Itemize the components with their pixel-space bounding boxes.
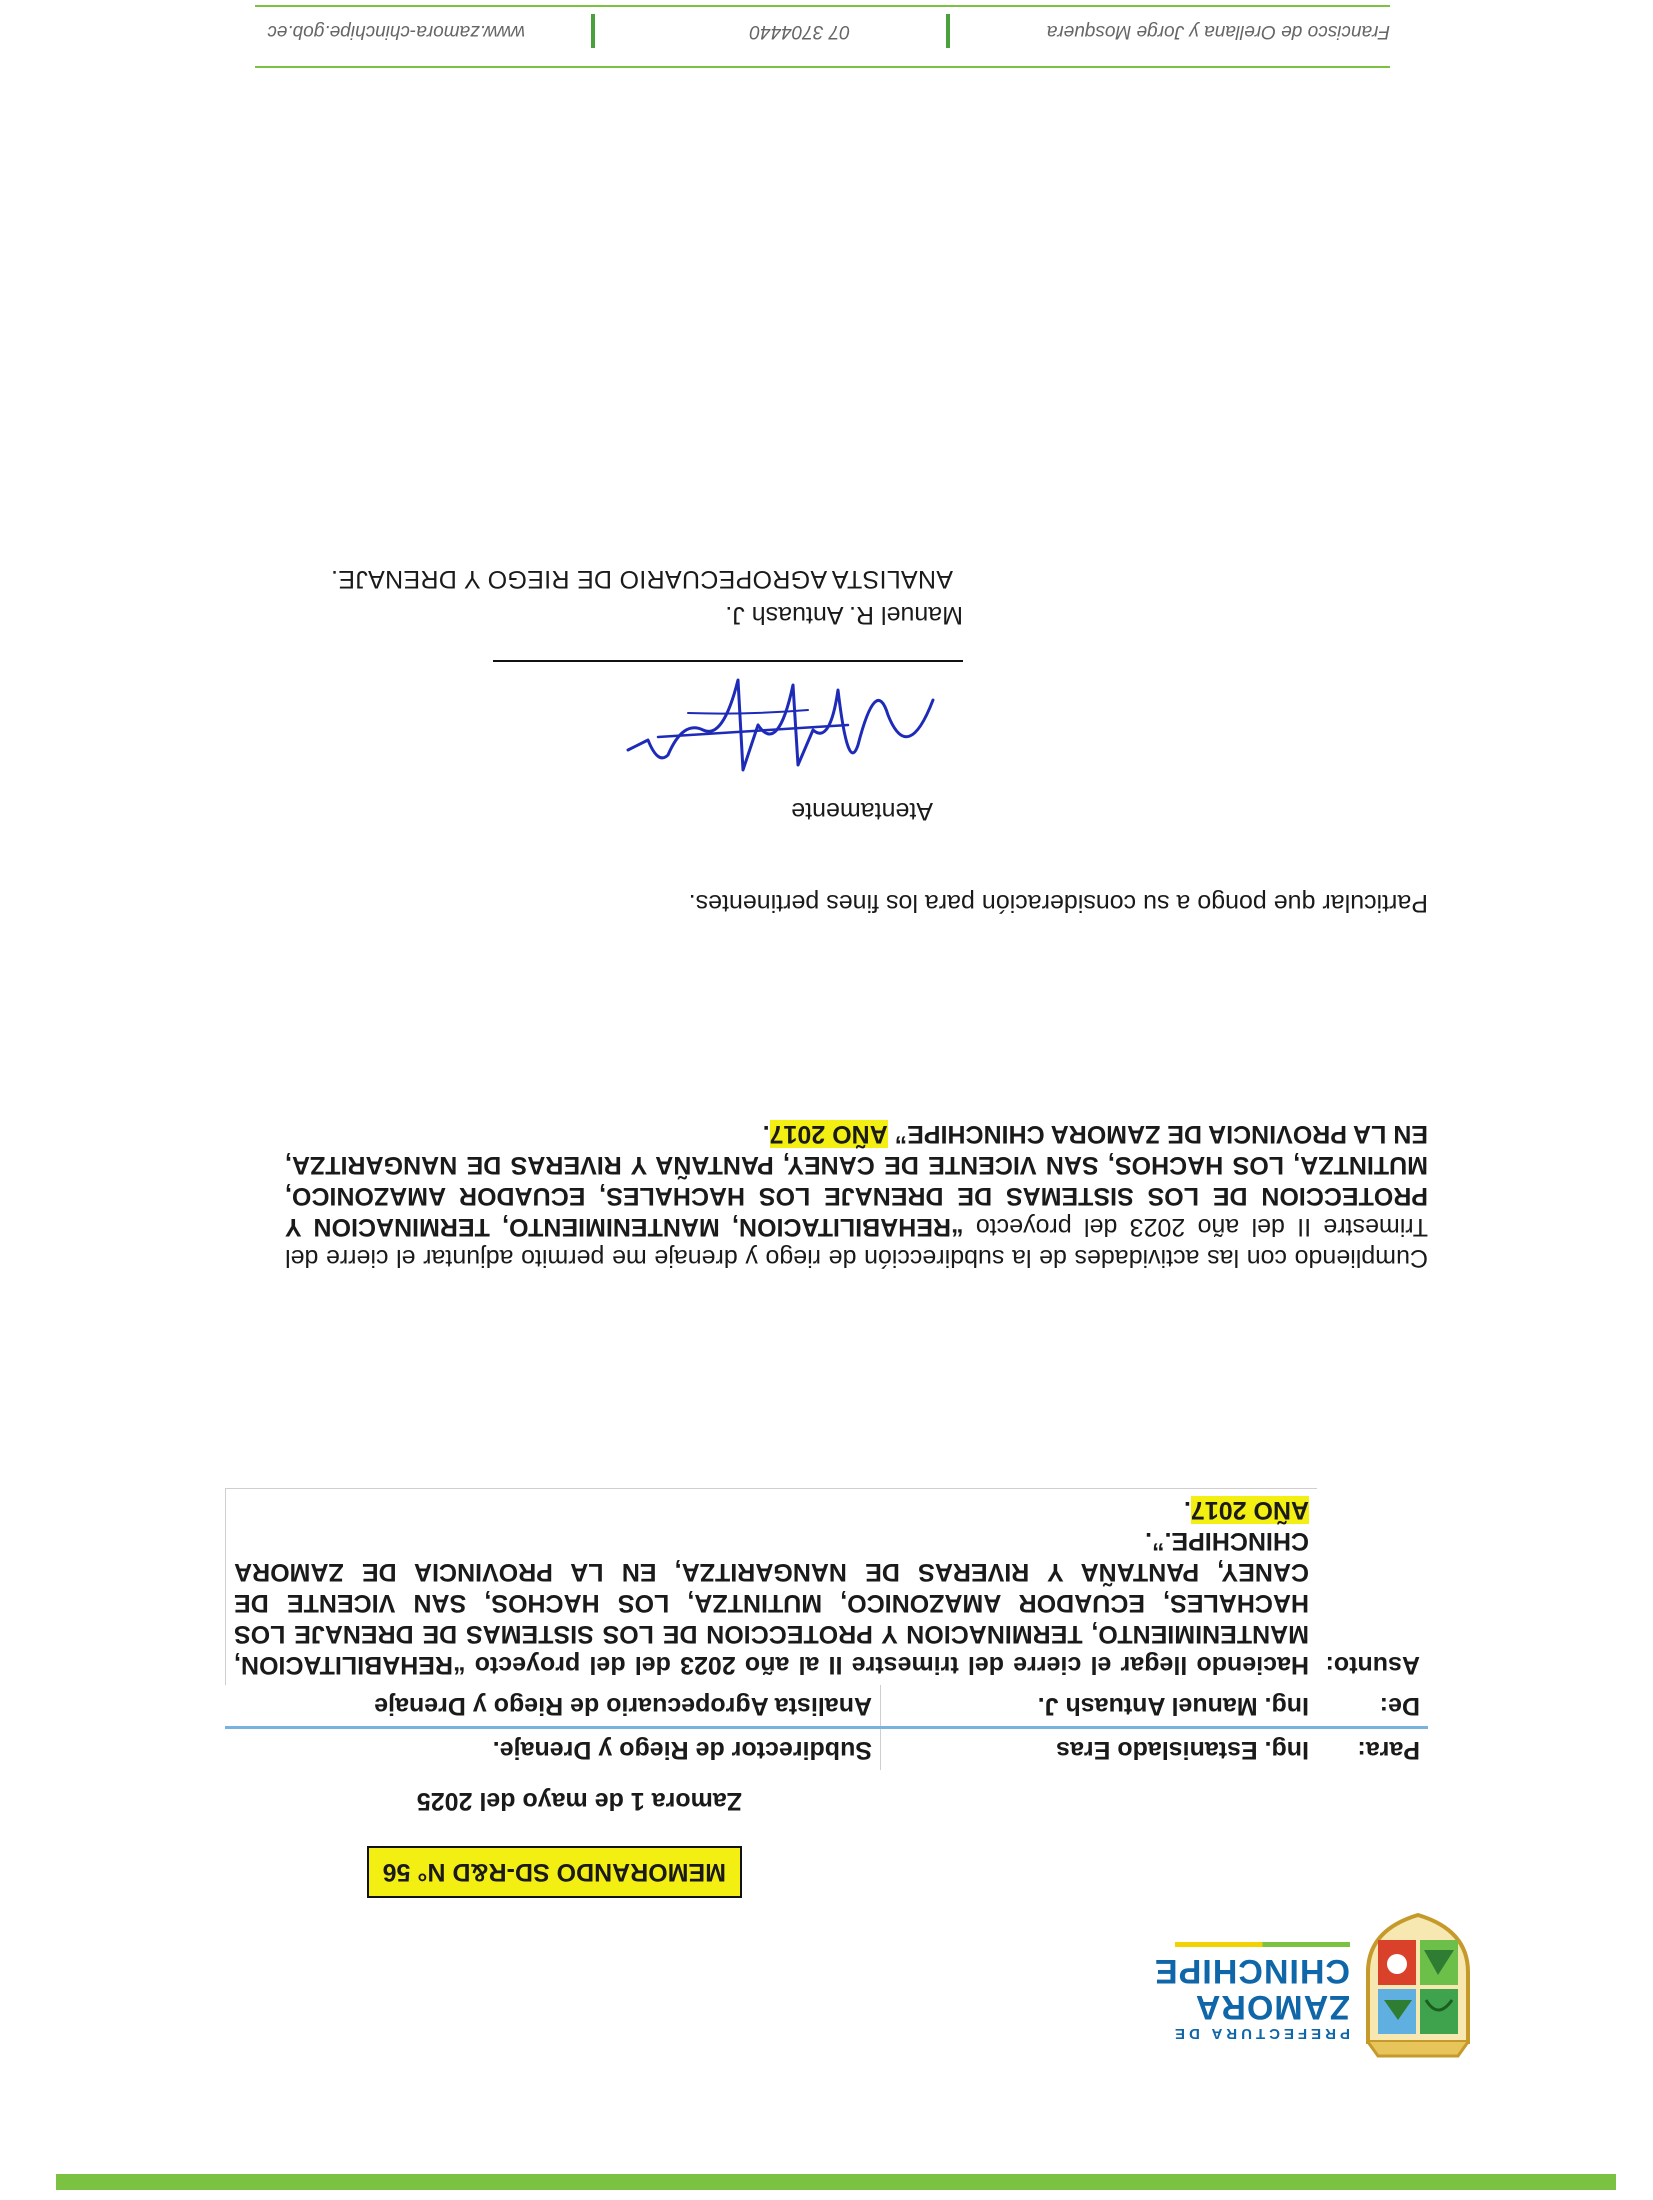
coat-of-arms-icon — [1358, 1912, 1478, 2060]
closing-text: Atentamente — [791, 797, 933, 825]
body-paragraph-1 — [285, 1118, 1428, 1273]
top-green-bar — [56, 2174, 1616, 2190]
footer-website[interactable]: www.zamora-chinchipe.gob.ec — [267, 21, 525, 42]
paragraph1-highlight: AÑO 2017 — [769, 1120, 888, 1148]
de-name: Ing. Manuel Antuash J. — [881, 1685, 1318, 1728]
footer-divider-bottom — [255, 5, 1390, 7]
de-role: Analista Agropecuario de Riego y Drenaje — [374, 1692, 872, 1720]
header-row-asunto — [226, 1489, 1429, 1686]
body-paragraph-2: Particular que pongo a su consideración para los fines pertinentes. — [688, 889, 1428, 917]
footer — [255, 14, 1390, 48]
logo-name-line1: ZAMORA — [1194, 1988, 1350, 2026]
asunto-highlight: AÑO 2017 — [1190, 1496, 1309, 1524]
paragraph1-intro: Cumpliendo con las actividades de la subdirección de riego y drenaje me permito adjuntar el cierre del Trimestre II del año 2023 del proyecto — [285, 1213, 1428, 1272]
asunto-text: Haciendo llegar el cierre del trimestre II al año 2023 del del proyecto “REHABILITACION, MANTENIMIENTO, TERMINACION Y PROTECCION DE LOS SISTEMAS DE DRENAJE LOS HACHALES, ECUADOR AMAZONICO, MUTINTZA, LOS HACHOS, SAN VICENTE DE CANEY, PANTAÑA Y RIVERAS DE NANGARITZA, EN LA PROVINCIA DE ZAMORA CHINCHIPE.”. — [234, 1527, 1309, 1679]
memo-date: Zamora 1 de mayo del 2025 — [416, 1787, 742, 1815]
footer-separator — [591, 14, 595, 48]
logo-prefix: PREFECTURA DE — [1171, 2025, 1350, 2042]
footer-address: Francisco de Orellana y Jorge Mosquera — [1046, 21, 1390, 42]
para-name: Ing. Estanislado Eras — [881, 1728, 1318, 1771]
logo-name-line2: CHINCHIPE — [1153, 1952, 1350, 1990]
paragraph1-project: “REHABILITACION, MANTENIMIENTO, TERMINACION Y PROTECCION DE LOS SISTEMAS DE DRENAJE LOS HACHALES, ECUADOR AMAZONICO, MUTINTZA, LOS HACHOS, SAN VICENTE DE CANEY, PANTAÑA Y RIVERAS DE NANGARITZA, EN LA PROVINCIA DE ZAMORA CHINCHIPE” — [284, 1120, 1428, 1241]
para-label: Para: — [1317, 1728, 1428, 1771]
logo-wordmark — [1153, 1942, 1350, 2042]
header-row-para — [226, 1728, 1429, 1771]
logo-underline — [1175, 1942, 1350, 1947]
header-row-de — [226, 1685, 1429, 1728]
paragraph1-end: . — [762, 1120, 770, 1148]
memo-header-table — [225, 1488, 1428, 1770]
handwritten-signature — [618, 665, 948, 785]
memo-number: MEMORANDO SD-R&D N° 56 — [367, 1846, 742, 1898]
asunto-cell: Haciendo llegar el cierre del trimestre II al año 2023 del del proyecto “REHABILITACION, MANTENIMIENTO, TERMINACION Y PROTECCION DE LOS SISTEMAS DE DRENAJE LOS HACHALES, ECUADOR AMAZONICO, MUTINTZA, LOS HACHOS, SAN VICENTE DE CANEY, PANTAÑA Y RIVERAS DE NANGARITZA, EN LA PROVINCIA DE ZAMORA CHINCHIPE.”. AÑO 2017. — [226, 1489, 1318, 1686]
para-role: Subdirector de Riego y Drenaje. — [226, 1728, 881, 1771]
signature-line — [493, 660, 963, 662]
de-label: De: — [1379, 1692, 1420, 1720]
signer-name: Manuel R. Antuash J. — [725, 601, 963, 629]
prefectura-logo — [1153, 1910, 1478, 2060]
footer-divider-top — [255, 66, 1390, 68]
asunto-label: Asunto: — [1325, 1651, 1420, 1679]
signer-title: ANALISTA AGROPECUARIO DE RIEGO Y DRENAJE. — [330, 565, 953, 593]
footer-separator — [946, 14, 950, 48]
footer-phone: 07 3704440 — [749, 21, 850, 42]
